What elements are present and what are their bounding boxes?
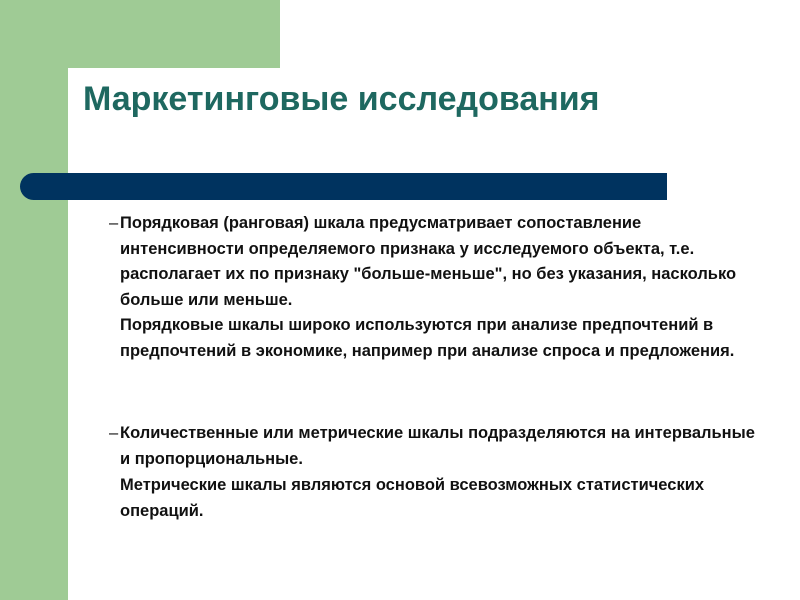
- paragraph-metric-usage: [120, 473, 760, 524]
- paragraph-text: Порядковые шкалы широко используются при анализе предпочтений в предпочтений в экономике, например при анализе спроса и предложения.: [120, 316, 735, 360]
- green-top-band: [68, 0, 280, 68]
- slide-title: Маркетинговые исследования: [83, 80, 600, 118]
- paragraph-text: Порядковая (ранговая) шкала предусматривает сопоставление интенсивности определяемого признака у исследуемого объекта, т.е. располагает их по признаку "больше-меньше", но без указания, насколько больше или меньше.: [120, 214, 737, 309]
- paragraph-text: Количественные или метрические шкалы подразделяются на интервальные и пропорциональные.: [120, 424, 755, 468]
- bullet-dash: –: [109, 424, 119, 442]
- paragraph-metric-scale: [109, 421, 760, 472]
- green-sidebar: [0, 0, 68, 600]
- bullet-dash: –: [109, 214, 119, 232]
- paragraph-text: Метрические шкалы являются основой всевозможных статистических операций.: [120, 476, 705, 520]
- paragraph-ordinal-scale: [109, 211, 760, 313]
- paragraph-ordinal-usage: [120, 313, 760, 364]
- title-underline-bar: [20, 173, 667, 200]
